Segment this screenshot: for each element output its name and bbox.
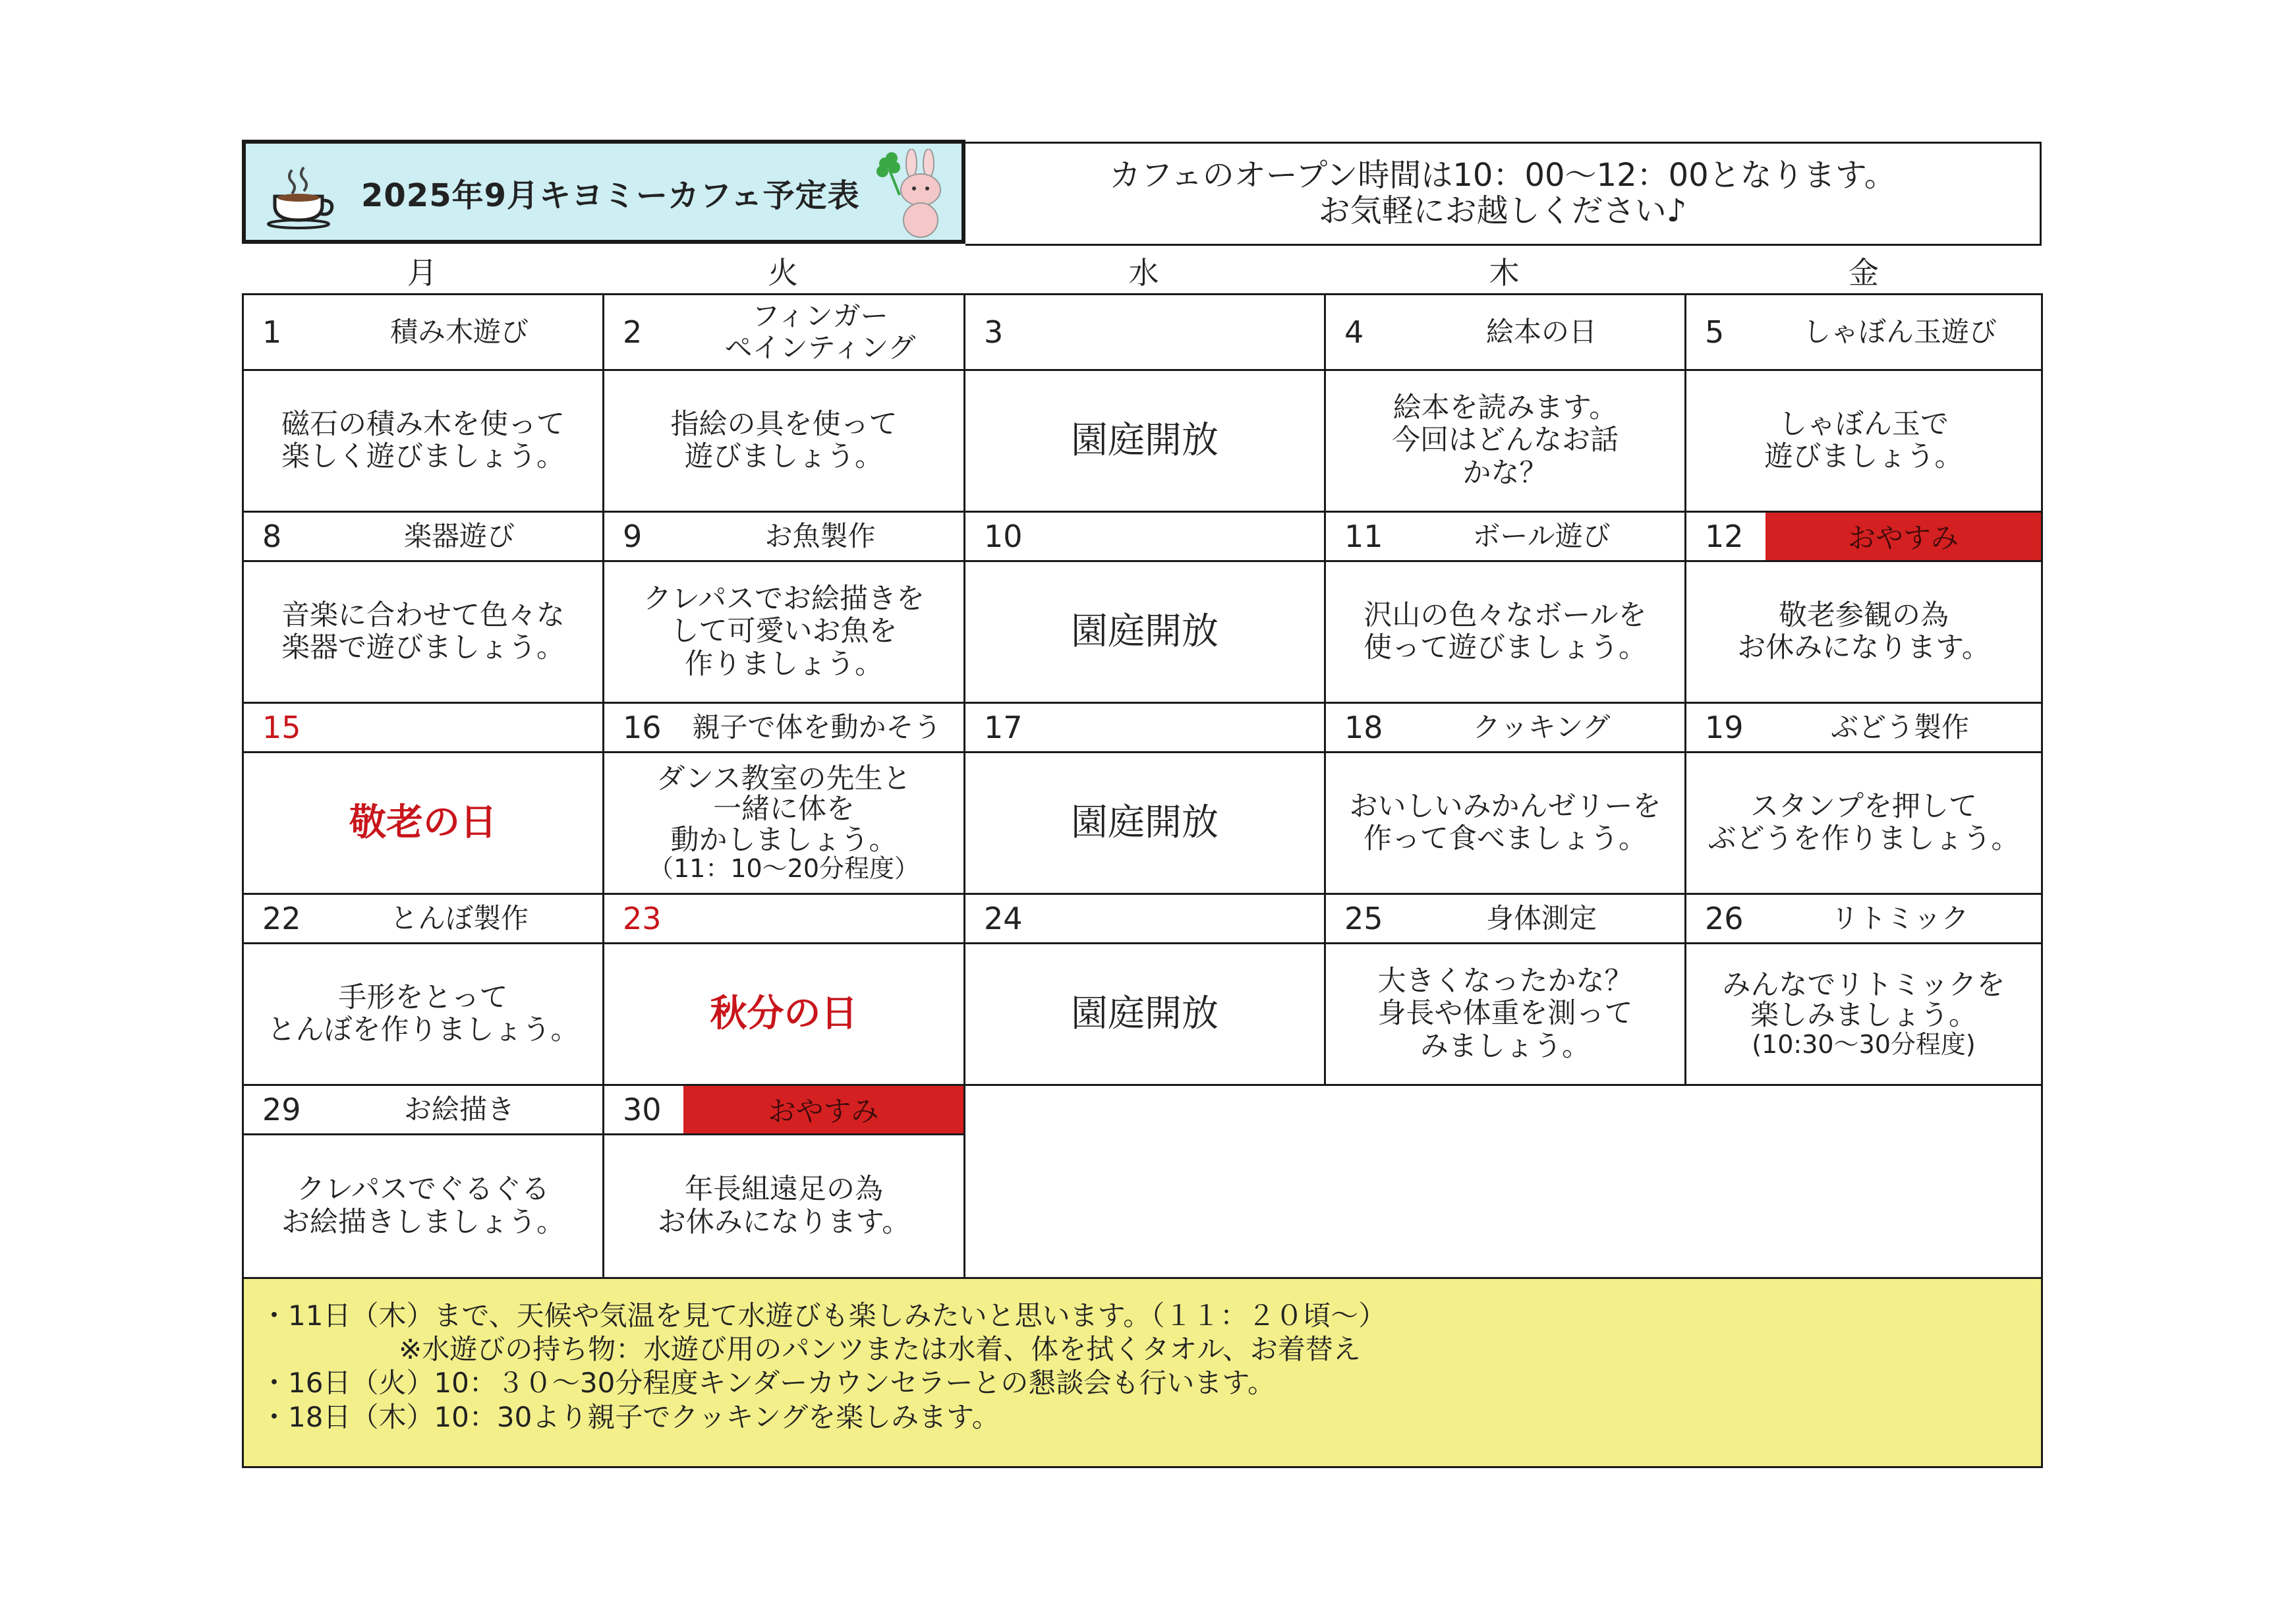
weekday-wed: 水 bbox=[1128, 255, 1159, 291]
day-24-body bbox=[963, 942, 1326, 1086]
activity-title: 楽器遊び bbox=[403, 519, 515, 552]
description-line: とんぼを作りましょう。 bbox=[267, 1013, 579, 1046]
description-line: 楽器で遊びましょう。 bbox=[281, 631, 565, 664]
day-26-body bbox=[1684, 942, 2043, 1086]
description-line: 年長組遠足の為 bbox=[685, 1173, 883, 1207]
description-line: かな？ bbox=[1462, 456, 1548, 490]
notice-line-1: カフェのオープン時間は10：00～12：00となります。 bbox=[1109, 157, 1896, 194]
description-line: 指絵の具を使って bbox=[670, 407, 898, 441]
day-number: 29 bbox=[262, 1092, 301, 1127]
day-number: 10 bbox=[984, 519, 1023, 554]
description-line: ダンス教室の先生と bbox=[656, 762, 911, 795]
closed-badge: おやすみ bbox=[683, 1086, 963, 1133]
activity-title: お魚製作 bbox=[764, 519, 876, 552]
day-17-body bbox=[963, 751, 1326, 895]
description-line: クレパスでぐるぐる bbox=[297, 1173, 550, 1207]
description-line: (10:30～30分程度) bbox=[1752, 1029, 1976, 1059]
day-4-body bbox=[1324, 369, 1686, 513]
day-15-body bbox=[242, 751, 604, 895]
description-line: お休みになります。 bbox=[657, 1205, 911, 1239]
day-number: 12 bbox=[1705, 519, 1744, 554]
day-30-header bbox=[602, 1084, 965, 1135]
activity-title: 親子で体を動かそう bbox=[692, 710, 942, 743]
holiday-label: 秋分の日 bbox=[710, 992, 858, 1035]
day-11-body bbox=[1324, 560, 1686, 704]
description-line: 磁石の積み木を使って bbox=[281, 407, 565, 441]
day-18-header bbox=[1324, 702, 1686, 753]
activity-title: ペインティング bbox=[724, 331, 916, 364]
description-line: 音楽に合わせて色々な bbox=[281, 598, 565, 632]
holiday-label: 敬老の日 bbox=[349, 801, 497, 844]
day-9-header bbox=[602, 511, 965, 562]
description-line: お絵描きしましょう。 bbox=[281, 1205, 565, 1239]
description-line: 作りましょう。 bbox=[685, 647, 883, 681]
description-line: 遊びましょう。 bbox=[1764, 440, 1963, 473]
day-number: 8 bbox=[262, 519, 282, 554]
day-5-header bbox=[1684, 293, 2043, 371]
day-12-header bbox=[1684, 511, 2043, 562]
day-22-header bbox=[242, 893, 604, 944]
description-line: 作って食べましょう。 bbox=[1363, 822, 1647, 855]
activity-title: フィンガー bbox=[752, 299, 888, 332]
activity-title: しゃぼん玉遊び bbox=[1802, 315, 1997, 348]
opening-hours-notice bbox=[965, 142, 2042, 246]
description-line: して可愛いお魚を bbox=[670, 615, 898, 648]
day-2-body bbox=[602, 369, 965, 513]
day-number: 19 bbox=[1705, 710, 1744, 745]
notes-box bbox=[242, 1277, 2043, 1468]
day-9-body bbox=[602, 560, 965, 704]
weekday-mon: 月 bbox=[407, 255, 438, 291]
rabbit-clover-icon bbox=[865, 149, 958, 241]
garden-open-label: 園庭開放 bbox=[1071, 992, 1219, 1035]
day-number: 24 bbox=[984, 901, 1023, 936]
day-8-header bbox=[242, 511, 604, 562]
notice-line-2: お気軽にお越しください♪ bbox=[1318, 192, 1687, 229]
description-line: 今回はどんなお話 bbox=[1392, 424, 1619, 457]
description-line: 遊びましょう。 bbox=[685, 440, 883, 473]
description-line: みましょう。 bbox=[1420, 1029, 1590, 1063]
day-number: 16 bbox=[623, 710, 662, 745]
day-18-body bbox=[1324, 751, 1686, 895]
day-3-body bbox=[963, 369, 1326, 513]
activity-title: 積み木遊び bbox=[389, 315, 529, 348]
day-17-header bbox=[963, 702, 1326, 753]
description-line: クレパスでお絵描きを bbox=[643, 582, 925, 615]
day-29-body bbox=[242, 1133, 604, 1279]
day-19-header bbox=[1684, 702, 2043, 753]
day-29-header bbox=[242, 1084, 604, 1135]
description-line: 敬老参観の為 bbox=[1779, 598, 1949, 632]
day-10-header bbox=[963, 511, 1326, 562]
page-title: 2025年9月キヨミーカフェ予定表 bbox=[361, 177, 860, 214]
day-11-header bbox=[1324, 511, 1686, 562]
description-line: （11：10～20分程度） bbox=[648, 854, 920, 884]
day-number: 25 bbox=[1344, 901, 1383, 936]
description-line: みんなでリトミックを bbox=[1722, 969, 2005, 1002]
note-line: ・18日（木）10：30より親子でクッキングを楽しみます。 bbox=[260, 1400, 1000, 1433]
coffee-cup-icon bbox=[266, 158, 338, 231]
day-23-header bbox=[602, 893, 965, 944]
weekday-fri: 金 bbox=[1849, 255, 1879, 291]
day-number: 17 bbox=[984, 710, 1023, 745]
day-number: 15 bbox=[262, 710, 301, 745]
day-1-body bbox=[242, 369, 604, 513]
description-line: おいしいみかんゼリーを bbox=[1349, 789, 1661, 823]
empty-area bbox=[963, 1084, 2043, 1279]
description-line: 大きくなったかな？ bbox=[1377, 964, 1633, 998]
day-number: 23 bbox=[623, 901, 662, 936]
description-line: 一緒に体を bbox=[713, 793, 855, 826]
description-line: 使って遊びましょう。 bbox=[1363, 631, 1647, 664]
day-number: 30 bbox=[623, 1092, 662, 1127]
activity-title: クッキング bbox=[1472, 710, 1611, 743]
day-12-body bbox=[1684, 560, 2043, 704]
day-25-body bbox=[1324, 942, 1686, 1086]
day-1-header bbox=[242, 293, 604, 371]
closed-badge: おやすみ bbox=[1765, 513, 2041, 560]
garden-open-label: 園庭開放 bbox=[1071, 610, 1219, 653]
day-16-header bbox=[602, 702, 965, 753]
activity-title: リトミック bbox=[1831, 901, 1969, 934]
activity-title: 絵本の日 bbox=[1485, 315, 1597, 348]
note-line: ・16日（火）10：３０～30分程度キンダーカウンセラーとの懇談会も行います。 bbox=[260, 1367, 1276, 1400]
day-number: 5 bbox=[1705, 314, 1725, 350]
day-3-header bbox=[963, 293, 1326, 371]
weekday-tue: 火 bbox=[768, 255, 798, 291]
activity-title: ボール遊び bbox=[1472, 519, 1611, 552]
weekday-thu: 木 bbox=[1489, 255, 1520, 291]
day-8-body bbox=[242, 560, 604, 704]
day-30-body bbox=[602, 1133, 965, 1279]
description-line: 楽しみましょう。 bbox=[1750, 999, 1977, 1033]
description-line: 沢山の色々なボールを bbox=[1363, 598, 1647, 632]
description-line: 楽しく遊びましょう。 bbox=[281, 440, 565, 473]
day-25-header bbox=[1324, 893, 1686, 944]
description-line: 絵本を読みます。 bbox=[1392, 391, 1618, 424]
day-number: 1 bbox=[262, 314, 282, 350]
day-number: 2 bbox=[623, 314, 643, 350]
activity-title: とんぼ製作 bbox=[389, 901, 529, 934]
description-line: スタンプを押して bbox=[1750, 789, 1977, 823]
day-5-body bbox=[1684, 369, 2043, 513]
garden-open-label: 園庭開放 bbox=[1071, 418, 1219, 462]
day-10-body bbox=[963, 560, 1326, 704]
day-4-header bbox=[1324, 293, 1686, 371]
day-26-header bbox=[1684, 893, 2043, 944]
day-23-body bbox=[602, 942, 965, 1086]
day-24-header bbox=[963, 893, 1326, 944]
note-line: ※水遊びの持ち物：水遊び用のパンツまたは水着、体を拭くタオル、お着替え bbox=[399, 1333, 1361, 1366]
day-16-body bbox=[602, 751, 965, 895]
description-line: しゃぼん玉で bbox=[1779, 407, 1949, 441]
day-22-body bbox=[242, 942, 604, 1086]
day-number: 9 bbox=[623, 519, 643, 554]
title-banner bbox=[242, 140, 965, 244]
description-line: 動かしましょう。 bbox=[670, 823, 898, 857]
activity-title: お絵描き bbox=[403, 1093, 515, 1125]
day-15-header bbox=[242, 702, 604, 753]
day-number: 3 bbox=[984, 314, 1004, 350]
description-line: ぶどうを作りましょう。 bbox=[1708, 822, 2020, 855]
note-line: ・11日（木）まで、天候や気温を見て水遊びも楽しみたいと思います。（１１：２０頃～） bbox=[260, 1299, 1387, 1332]
day-2-header bbox=[602, 293, 965, 371]
activity-title: ぶどう製作 bbox=[1830, 710, 1969, 743]
day-number: 18 bbox=[1344, 710, 1383, 745]
description-line: 身長や体重を測って bbox=[1377, 997, 1633, 1031]
activity-title: 身体測定 bbox=[1485, 901, 1597, 934]
day-number: 22 bbox=[262, 901, 301, 936]
day-number: 26 bbox=[1705, 901, 1744, 936]
description-line: お休みになります。 bbox=[1737, 631, 1990, 664]
garden-open-label: 園庭開放 bbox=[1071, 801, 1219, 844]
day-number: 4 bbox=[1344, 314, 1364, 350]
day-19-body bbox=[1684, 751, 2043, 895]
day-number: 11 bbox=[1344, 519, 1383, 554]
description-line: 手形をとって bbox=[338, 980, 508, 1014]
